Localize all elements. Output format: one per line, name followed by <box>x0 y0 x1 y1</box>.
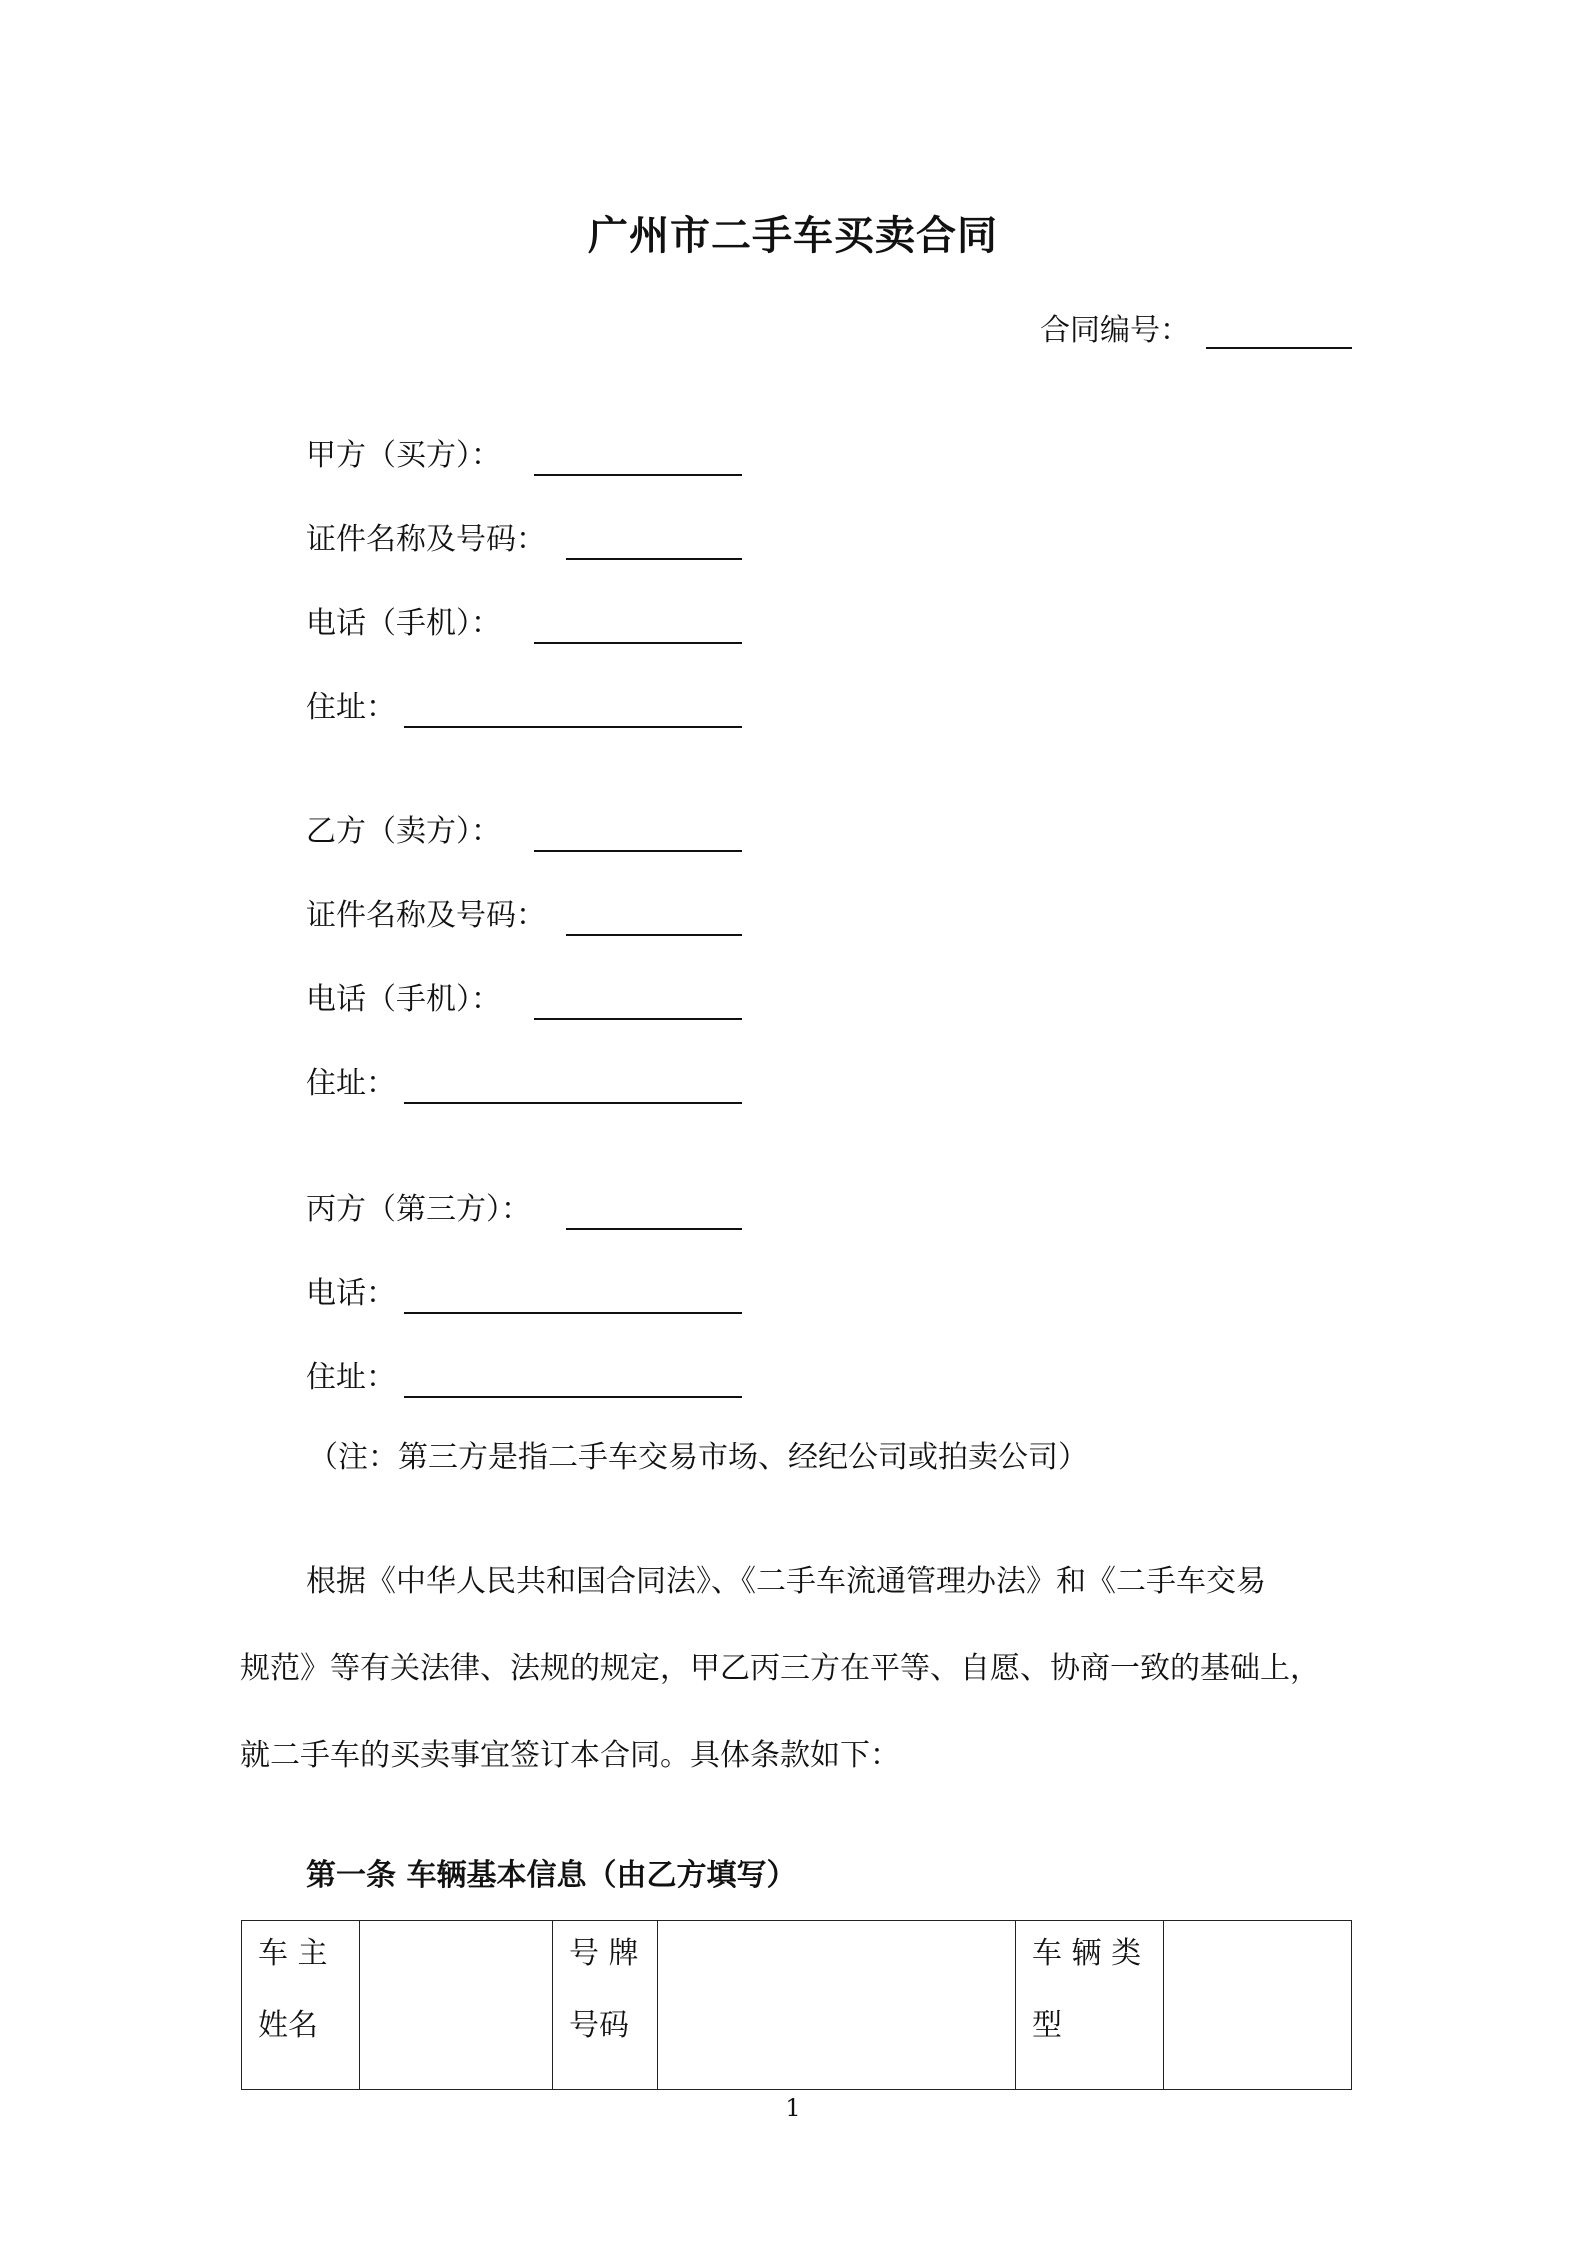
contract-number-blank[interactable] <box>1206 313 1352 349</box>
party-a-address-blank[interactable] <box>404 726 742 728</box>
vehicle-info-table <box>241 1920 1352 2090</box>
party-c-address-label: 住址： <box>306 1360 396 1395</box>
party-a-id-blank[interactable] <box>566 558 742 560</box>
party-c-name-field <box>306 1184 531 1228</box>
plate-number-value-cell[interactable] <box>658 1921 1016 2090</box>
party-c-address-field <box>306 1352 396 1396</box>
vehicle-type-label-line2: 型 <box>1032 2008 1062 2043</box>
party-b-id-field <box>306 890 546 934</box>
party-a-address-label: 住址： <box>306 690 396 725</box>
party-a-phone-label: 电话（手机）： <box>306 606 501 641</box>
party-b-address-field <box>306 1058 396 1102</box>
party-b-phone-blank[interactable] <box>534 1018 742 1020</box>
party-c-phone-field <box>306 1268 396 1312</box>
party-c-name-blank[interactable] <box>566 1228 742 1230</box>
party-c-name-label: 丙方（第三方）： <box>306 1192 531 1227</box>
party-b-name-blank[interactable] <box>534 850 742 852</box>
party-a-address-field <box>306 682 396 726</box>
party-a-id-field <box>306 514 546 558</box>
owner-name-label-line1: 车 主 <box>258 1936 328 1971</box>
party-b-id-label: 证件名称及号码： <box>306 898 546 933</box>
contract-number <box>1040 305 1352 349</box>
party-a-name-label: 甲方（买方）： <box>306 438 501 473</box>
party-b-id-blank[interactable] <box>566 934 742 936</box>
owner-name-label-cell <box>242 1921 360 2090</box>
intro-line-2: 规范》等有关法律、法规的规定，甲乙丙三方在平等、自愿、协商一致的基础上， <box>240 1651 1320 1686</box>
intro-line-1: 根据《中华人民共和国合同法》、《二手车流通管理办法》和《二手车交易 <box>306 1564 1266 1599</box>
party-c-address-blank[interactable] <box>404 1396 742 1398</box>
contract-number-label: 合同编号： <box>1040 313 1190 348</box>
intro-paragraph <box>240 1538 1350 1799</box>
party-b-address-label: 住址： <box>306 1066 396 1101</box>
party-a-phone-field <box>306 598 501 642</box>
party-a-phone-blank[interactable] <box>534 642 742 644</box>
party-c-phone-blank[interactable] <box>404 1312 742 1314</box>
owner-name-label-line2: 姓名 <box>258 2008 318 2043</box>
party-a-id-label: 证件名称及号码： <box>306 522 546 557</box>
plate-number-label-line1: 号 牌 <box>569 1936 639 1971</box>
document-title: 广州市二手车买卖合同 <box>588 213 998 259</box>
page-number: 1 <box>785 2094 801 2122</box>
vehicle-type-value-cell[interactable] <box>1164 1921 1352 2090</box>
party-a-name-field <box>306 430 501 474</box>
party-b-name-label: 乙方（卖方）： <box>306 814 501 849</box>
intro-line-3: 就二手车的买卖事宜签订本合同。具体条款如下： <box>240 1738 900 1773</box>
third-party-note: （注：第三方是指二手车交易市场、经纪公司或拍卖公司） <box>308 1440 1088 1475</box>
party-a-name-blank[interactable] <box>534 474 742 476</box>
vehicle-type-label-cell <box>1016 1921 1164 2090</box>
plate-number-label-cell <box>553 1921 658 2090</box>
plate-number-label-line2: 号码 <box>569 2008 629 2043</box>
vehicle-type-label-line1: 车 辆 类 <box>1032 1936 1142 1971</box>
party-b-address-blank[interactable] <box>404 1102 742 1104</box>
party-b-name-field <box>306 806 501 850</box>
party-b-phone-label: 电话（手机）： <box>306 982 501 1017</box>
owner-name-value-cell[interactable] <box>360 1921 553 2090</box>
party-c-phone-label: 电话： <box>306 1276 396 1311</box>
party-b-phone-field <box>306 974 501 1018</box>
section-1-title: 第一条 车辆基本信息（由乙方填写） <box>306 1858 797 1893</box>
